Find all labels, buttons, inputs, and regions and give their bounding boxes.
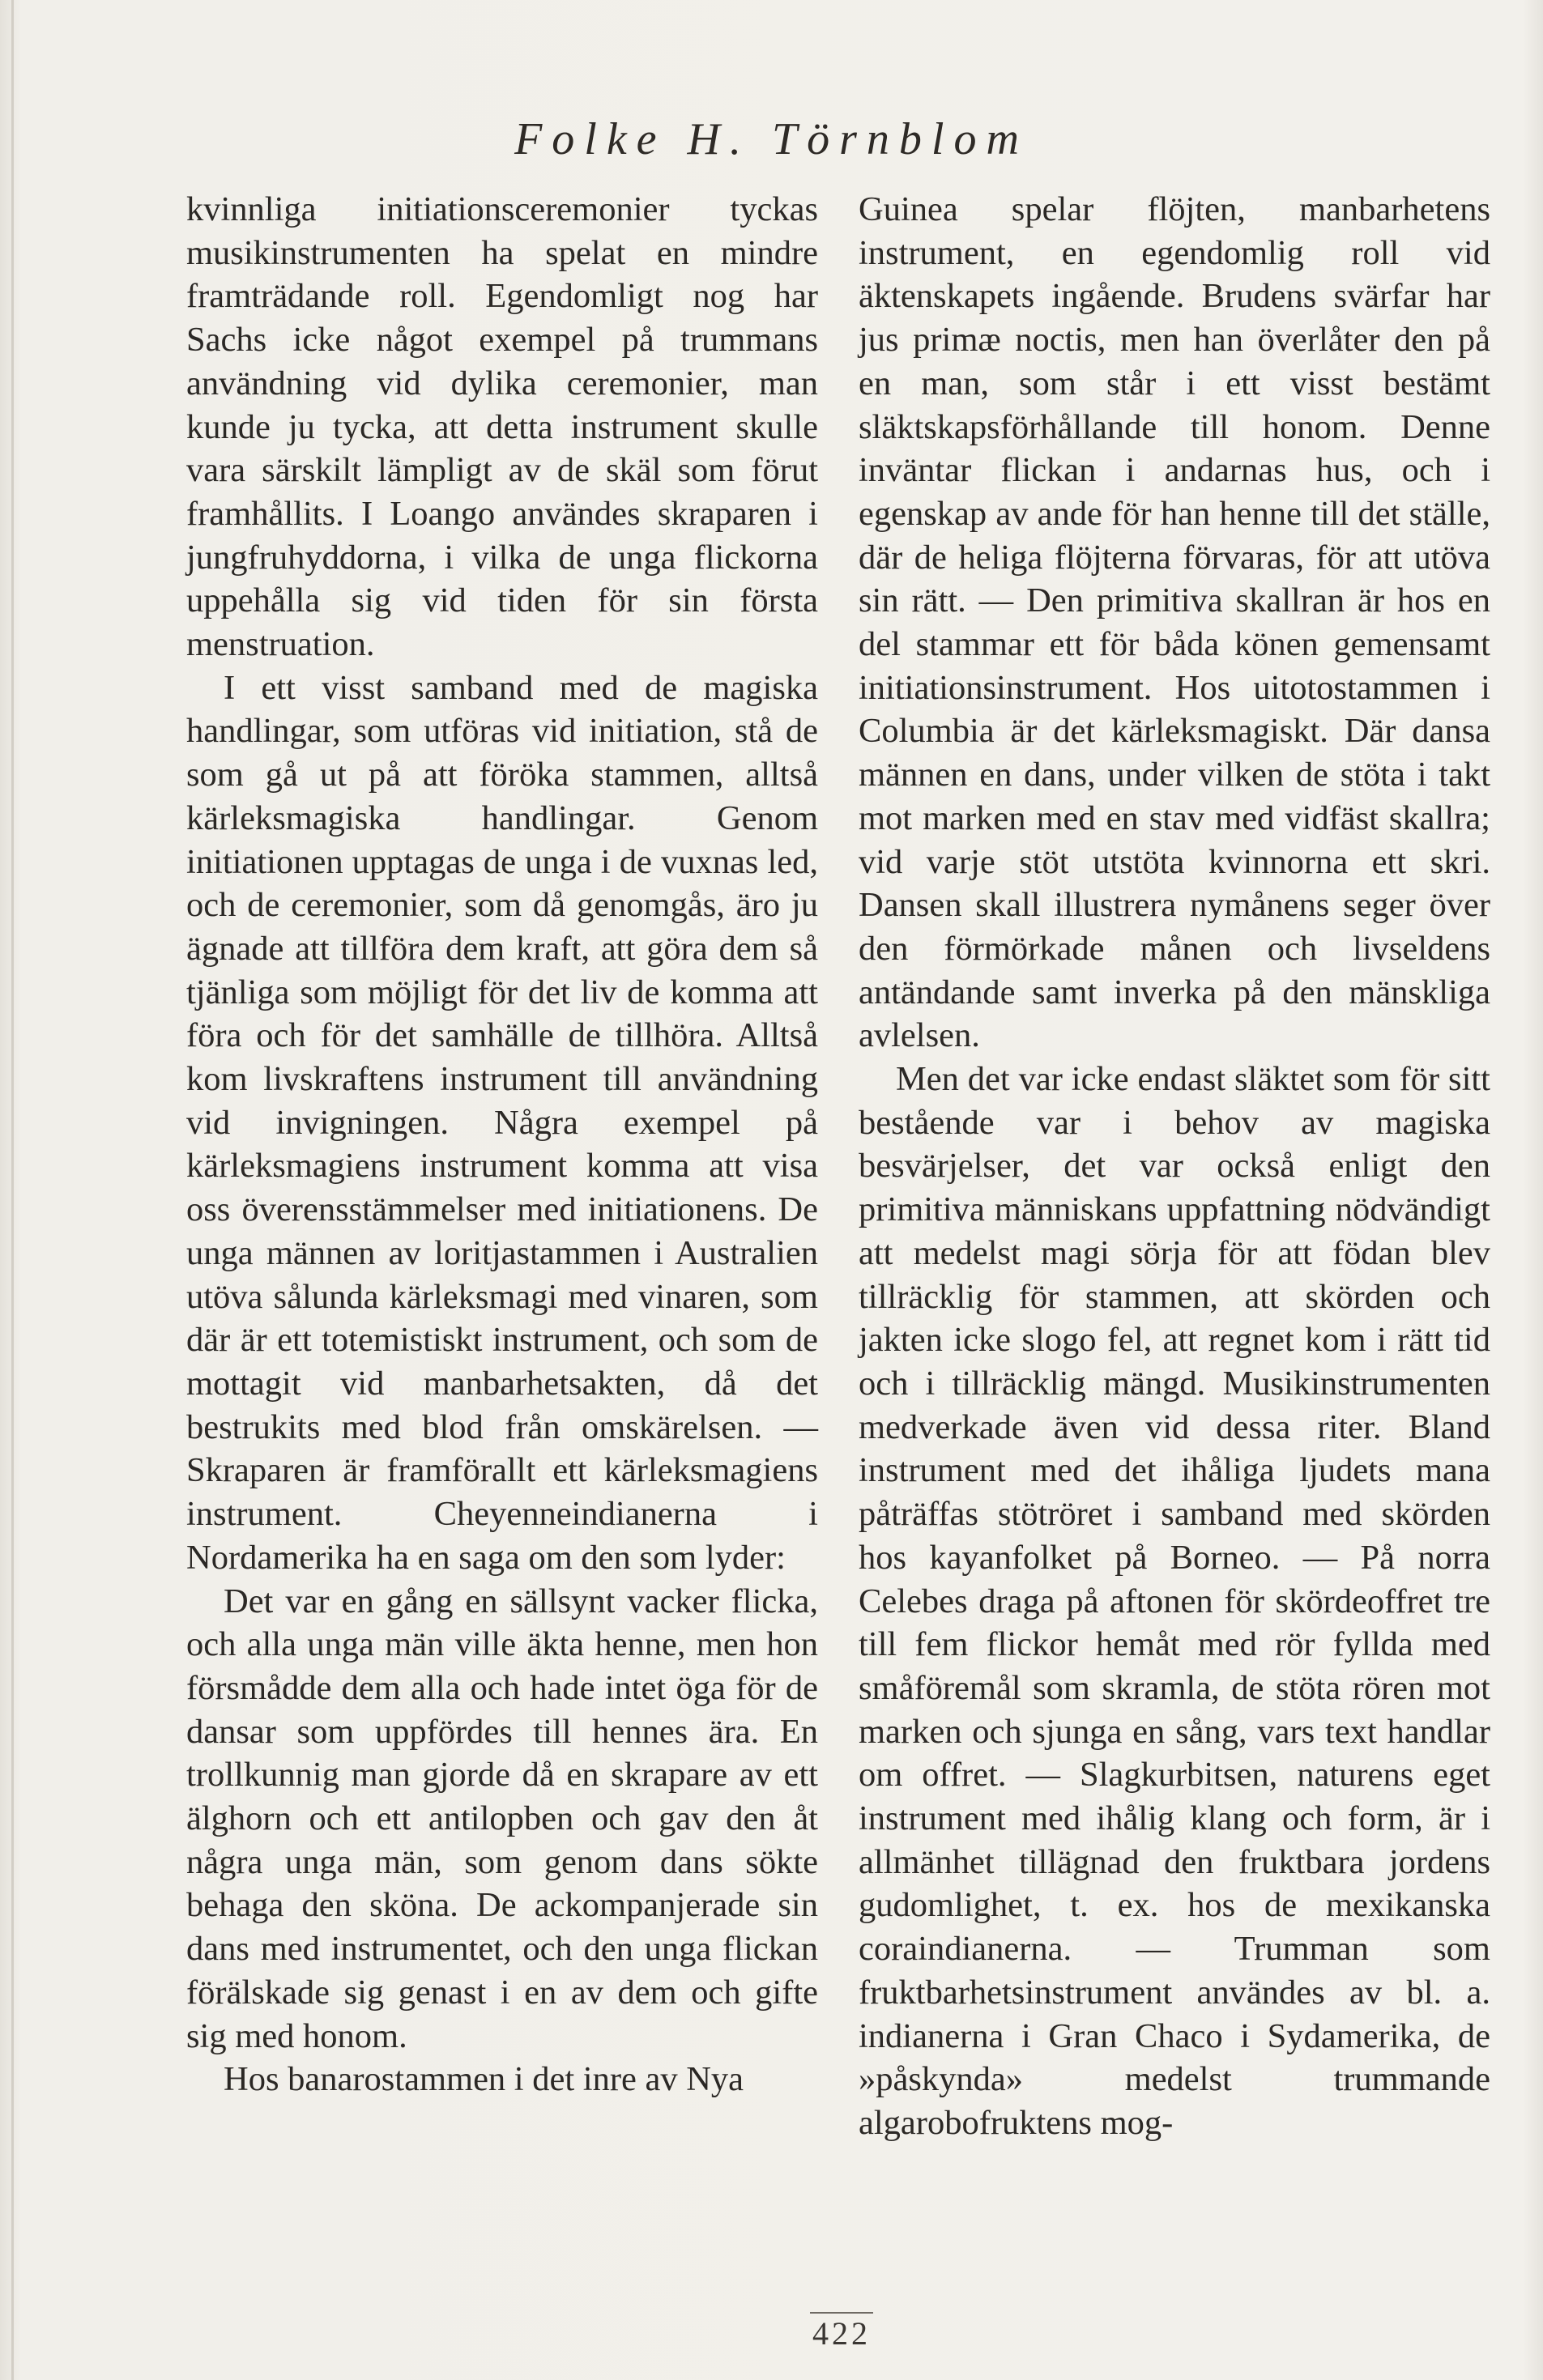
left-paragraph-1: kvinnliga initiationsceremonier tyckas musikinstrumenten ha spelat en mindre framträdande roll. Egendomligt nog har Sachs icke något exempel på trummans användning vid dylika ceremonier, man kunde ju tycka, att detta instrument skulle vara särskilt lämpligt av de skäl som förut framhållits. I Loango användes skraparen i jungfruhyddorna, i vilka de unga flickorna uppehålla sig vid tiden för sin första menstruation. <box>186 190 818 664</box>
page-number: 422 <box>812 2315 871 2352</box>
running-head-author: Folke H. Törnblom <box>514 114 1029 164</box>
page-binding-edge <box>11 0 14 2380</box>
left-text-column <box>186 188 818 2101</box>
left-paragraph-2: I ett visst samband med de magiska handlingar, som utföras vid initiation, stå de som gå ut på att föröka stammen, alltså kärleksmagiska handlingar. Genom initiationen upptagas de unga i de vuxnas led, och de ceremonier, som då genomgås, äro ju ägnade att tillföra dem kraft, att göra dem så tjänliga som möjligt för det liv de komma att föra och för det samhälle de tillhöra. Alltså kom livskraftens instrument till användning vid invigningen. Några exempel på kärleksmagiens instrument komma att visa oss överensstämmelser med initiationens. De unga männen av loritjastammen i Australien utöva sålunda kärleksmagi med vinaren, som där är ett totemistiskt instrument, och som de mottagit vid manbarhetsakten, då det bestrukits med blod från omskärelsen. — Skraparen är framförallt ett kärleksmagiens instrument. Cheyenneindianerna i Nordamerika ha en saga om den som lyder: <box>186 668 818 1577</box>
right-paragraph-2: Men det var icke endast släktet som för sitt bestående var i behov av magiska besvärjelser, det var också enligt den primitiva människans uppfattning nödvändigt att medelst magi sörja för att födan blev tillräcklig för stammen, att skörden och jakten icke slogo fel, att regnet kom i rätt tid och i tillräcklig mängd. Musikinstrumenten medverkade även vid dessa riter. Bland instrument med det ihåliga ljudets mana påträffas stötröret i samband med skörden hos kayanfolket på Borneo. — På norra Celebes draga på aftonen för skördeoffret tre till fem flickor hemåt med rör fyllda med småföremål som skramla, de stöta rören mot marken och sjunga en sång, vars text handlar om offret. — Slagkurbitsen, naturens eget instrument med ihålig klang och form, är i allmänhet tillägnad den fruktbara jordens gudomlighet, t. ex. hos de mexikanska coraindianerna. — Trumman som fruktbarhetsinstrument användes av bl. a. indianerna i Gran Chaco i Sydamerika, de »påskynda» medelst trummande algarobofruktens mog- <box>859 1060 1490 2142</box>
page-number-rule <box>810 2312 873 2314</box>
right-text-column <box>859 188 1490 2145</box>
right-paragraph-1: Guinea spelar flöjten, manbarhetens instrument, en egendomlig roll vid äktenskapets ingående. Brudens svärfar har jus primæ noctis, men han överlåter den på en man, som står i ett visst bestämt släktskapsförhållande till honom. Denne inväntar flickan i andarnas hus, och i egenskap av ande för han henne till det ställe, där de heliga flöjterna förvaras, för att utöva sin rätt. — Den primitiva skallran är hos en del stammar ett för båda könen gemensamt initiationsinstrument. Hos uitotostammen i Columbia är det kärleksmagiskt. Där dansa männen en dans, under vilken de stöta i takt mot marken med en stav med vidfäst skallra; vid varje stöt utstöta kvinnorna ett skri. Dansen skall illustrera nymånens seger över den förmörkade månen och livseldens antändande samt inverka på den mänskliga avlelsen. <box>859 190 1490 1055</box>
left-paragraph-4: Hos banarostammen i det inre av Nya <box>224 2060 744 2099</box>
left-paragraph-3: Det var en gång en sällsynt vacker flicka, och alla unga män ville äkta henne, men hon försmådde dem alla och hade intet öga för de dansar som uppfördes till hennes ära. En trollkunnig man gjorde då en skrapare av ett älghorn och ett antilopben och gav den åt några unga män, som genom dans sökte behaga den sköna. De ackompanjerade sin dans med instrumentet, och den unga flickan förälskade sig genast i en av dem och gifte sig med honom. <box>186 1582 818 2055</box>
